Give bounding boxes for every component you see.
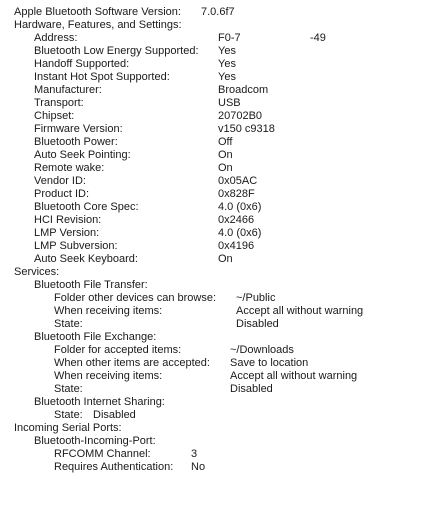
hci-revision-value: 0x2466 xyxy=(218,214,255,226)
product-id-label: Product ID: xyxy=(34,188,90,200)
core-spec-label: Bluetooth Core Spec: xyxy=(34,201,139,213)
hotspot-supported-label: Instant Hot Spot Supported: xyxy=(34,71,170,83)
chipset-label: Chipset: xyxy=(34,110,75,122)
services-section-label: Services: xyxy=(14,266,60,278)
transport-label: Transport: xyxy=(34,97,84,109)
rfcomm-channel-value: 3 xyxy=(191,448,198,460)
transfer-receiving-items-label: When receiving items: xyxy=(54,305,163,317)
address-value-tail: -49 xyxy=(310,32,326,44)
hci-revision-label: HCI Revision: xyxy=(34,214,102,226)
ble-supported-value: Yes xyxy=(218,45,236,57)
handoff-supported-label: Handoff Supported: xyxy=(34,58,130,70)
vendor-id-value: 0x05AC xyxy=(218,175,258,187)
product-id-value: 0x828F xyxy=(218,188,255,200)
rfcomm-channel-label: RFCOMM Channel: xyxy=(54,448,151,460)
transport-value: USB xyxy=(218,97,241,109)
auto-seek-pointing-label: Auto Seek Pointing: xyxy=(34,149,131,161)
manufacturer-label: Manufacturer: xyxy=(34,84,102,96)
exchange-receiving-items-value: Accept all without warning xyxy=(230,370,358,382)
transfer-receiving-items-value: Accept all without warning xyxy=(236,305,364,317)
software-version-label: Apple Bluetooth Software Version: xyxy=(14,6,181,18)
bluetooth-power-value: Off xyxy=(218,136,233,148)
core-spec-value: 4.0 (0x6) xyxy=(218,201,262,213)
other-items-accepted-label: When other items are accepted: xyxy=(54,357,210,369)
incoming-port-label: Bluetooth-Incoming-Port: xyxy=(34,435,156,447)
handoff-supported-value: Yes xyxy=(218,58,236,70)
file-exchange-label: Bluetooth File Exchange: xyxy=(34,331,157,343)
sharing-state-value: Disabled xyxy=(93,409,136,421)
browse-folder-value: ~/Public xyxy=(236,292,276,304)
auto-seek-pointing-value: On xyxy=(218,149,233,161)
requires-authentication-value: No xyxy=(191,461,206,473)
remote-wake-value: On xyxy=(218,162,233,174)
serial-ports-section-label: Incoming Serial Ports: xyxy=(14,422,122,434)
address-redaction xyxy=(242,35,296,43)
chipset-value: 20702B0 xyxy=(218,110,263,122)
exchange-state-label: State: xyxy=(54,383,83,395)
auto-seek-keyboard-value: On xyxy=(218,253,233,265)
auto-seek-keyboard-label: Auto Seek Keyboard: xyxy=(34,253,138,265)
firmware-version-value: v150 c9318 xyxy=(218,123,275,135)
exchange-receiving-items-label: When receiving items: xyxy=(54,370,163,382)
other-items-accepted-value: Save to location xyxy=(230,357,309,369)
lmp-subversion-value: 0x4196 xyxy=(218,240,255,252)
hotspot-supported-value: Yes xyxy=(218,71,236,83)
sharing-state-label: State: xyxy=(54,409,83,421)
vendor-id-label: Vendor ID: xyxy=(34,175,86,187)
file-transfer-label: Bluetooth File Transfer: xyxy=(34,279,148,291)
firmware-version-label: Firmware Version: xyxy=(34,123,123,135)
browse-folder-label: Folder other devices can browse: xyxy=(54,292,217,304)
remote-wake-label: Remote wake: xyxy=(34,162,105,174)
transfer-state-label: State: xyxy=(54,318,83,330)
bluetooth-power-label: Bluetooth Power: xyxy=(34,136,118,148)
lmp-version-value: 4.0 (0x6) xyxy=(218,227,262,239)
accepted-folder-label: Folder for accepted items: xyxy=(54,344,182,356)
transfer-state-value: Disabled xyxy=(236,318,279,330)
address-label: Address: xyxy=(34,32,78,44)
accepted-folder-value: ~/Downloads xyxy=(230,344,294,356)
address-value: F0-7 xyxy=(218,32,241,44)
lmp-version-label: LMP Version: xyxy=(34,227,100,239)
exchange-state-value: Disabled xyxy=(230,383,273,395)
manufacturer-value: Broadcom xyxy=(218,84,269,96)
lmp-subversion-label: LMP Subversion: xyxy=(34,240,118,252)
internet-sharing-label: Bluetooth Internet Sharing: xyxy=(34,396,165,408)
software-version-value: 7.0.6f7 xyxy=(201,6,235,18)
requires-authentication-label: Requires Authentication: xyxy=(54,461,174,473)
hardware-section-label: Hardware, Features, and Settings: xyxy=(14,19,182,31)
ble-supported-label: Bluetooth Low Energy Supported: xyxy=(34,45,199,57)
